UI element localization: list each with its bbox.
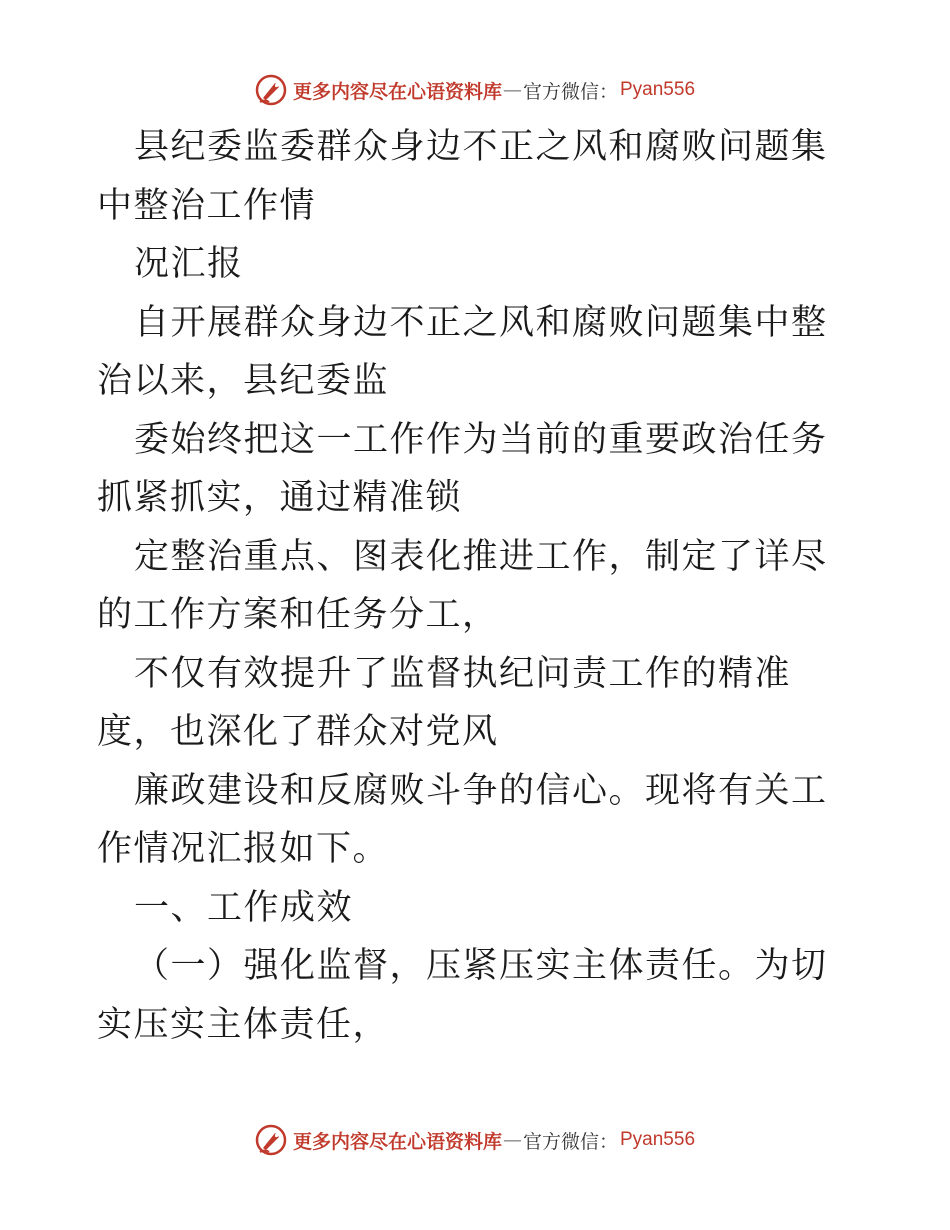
pen-nib-logo-icon <box>255 74 287 106</box>
paragraph: 自开展群众身边不正之风和腐败问题集中整治以来，县纪委监 <box>97 302 828 401</box>
paragraph: 委始终把这一工作作为当前的重要政治任务抓紧抓实，通过精准锁 <box>97 419 828 518</box>
document-body <box>97 118 857 1054</box>
banner-brand: 更多内容尽在心语资料库 <box>292 80 502 103</box>
subsection-heading: （一）强化监督，压紧压实主体责任。为切实压实主体责任， <box>97 946 828 1045</box>
header-banner <box>0 72 950 108</box>
banner-text <box>293 77 695 104</box>
banner-brand: 更多内容尽在心语资料库 <box>292 1130 502 1153</box>
banner-text <box>293 1127 695 1154</box>
banner-wechat-label: 官方微信： <box>522 1130 618 1153</box>
paragraph: 不仅有效提升了监督执纪问责工作的精准度，也深化了群众对党风 <box>97 653 792 752</box>
banner-wechat-label: 官方微信： <box>522 80 618 103</box>
banner-dash: — <box>502 79 522 101</box>
pen-nib-logo-icon <box>255 1124 287 1156</box>
banner-wechat-id: Pyan556 <box>620 79 696 100</box>
banner-wechat-id: Pyan556 <box>620 1129 696 1150</box>
section-heading: 一、工作成效 <box>134 887 354 928</box>
title-line: 县纪委监委群众身边不正之风和腐败问题集中整治工作情 <box>97 127 828 226</box>
banner-dash: — <box>502 1129 522 1151</box>
paragraph: 廉政建设和反腐败斗争的信心。现将有关工作情况汇报如下。 <box>97 770 828 869</box>
footer-banner <box>0 1122 950 1158</box>
paragraph: 定整治重点、图表化推进工作，制定了详尽的工作方案和任务分工， <box>97 536 828 635</box>
title-line-continuation: 况汇报 <box>134 244 244 284</box>
